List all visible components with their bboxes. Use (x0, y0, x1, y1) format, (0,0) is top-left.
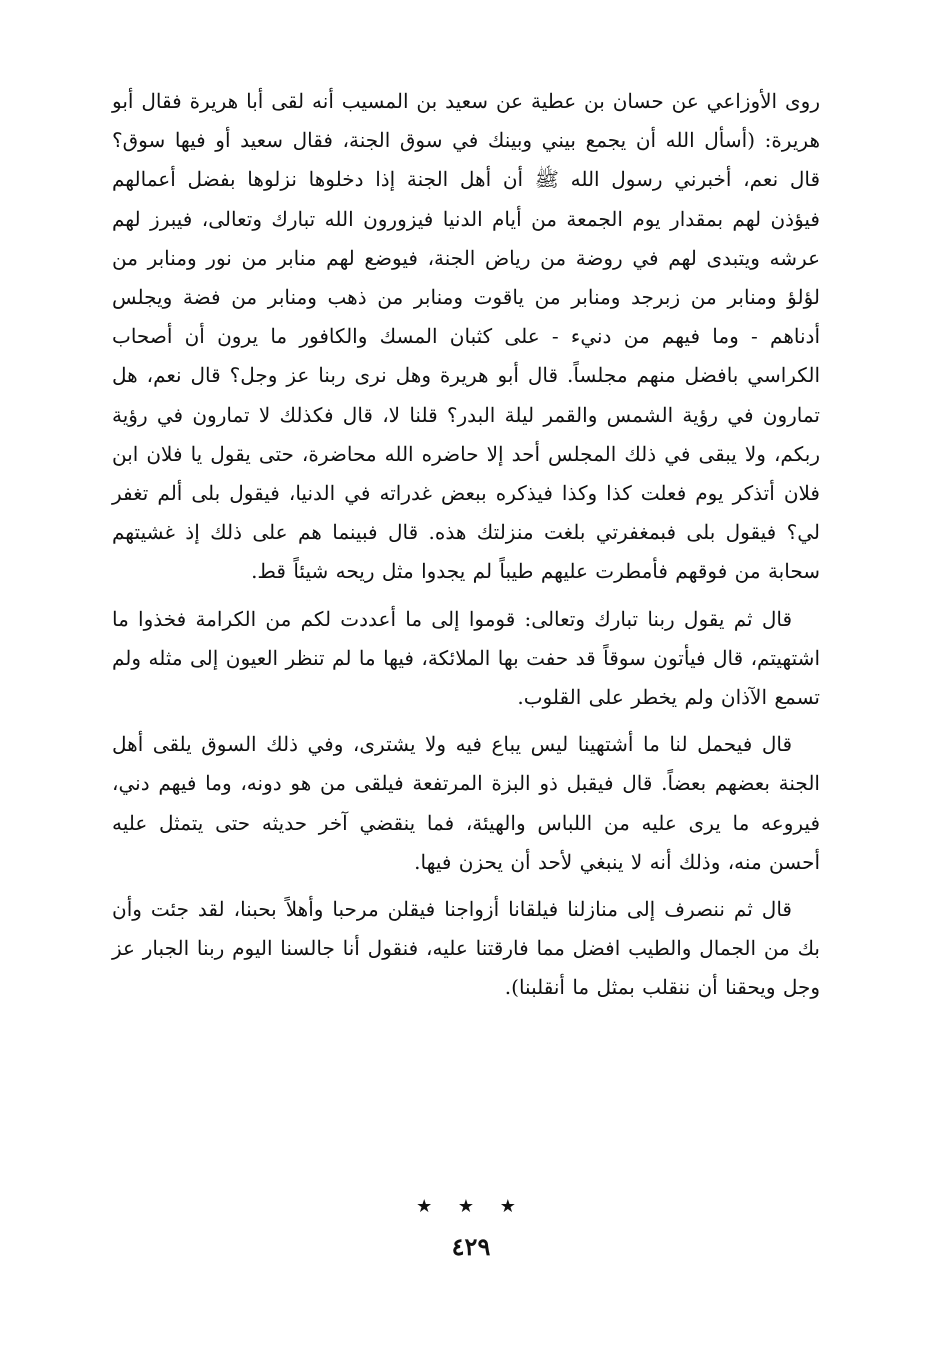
paragraph-2: قال ثم يقول ربنا تبارك وتعالى: قوموا إلى ما أعددت لكم من الكرامة فخذوا ما اشتهيتم، قال فيأتون سوقاً قد حفت بها الملائكة، فيها ما لم تنظر العيون إلى مثله ولم تسمع الآذان ولم يخطر على القلوب. (112, 606, 820, 710)
paragraph-4: قال ثم ننصرف إلى منازلنا فيلقانا أزواجنا فيقلن مرحبا وأهلاً بحبنا، لقد جئت وأن بك من الجمال والطيب افضل مما فارقتنا عليه، فنقول أنا جالسنا اليوم ربنا الجبار عز وجل ويحقنا أن ننقلب بمثل ما أنقلبنا). (112, 897, 820, 1000)
section-separator-stars: ★ ★ ★ (416, 1196, 526, 1217)
document-body (112, 82, 820, 1008)
paragraph-3: قال فيحمل لنا ما أشتهينا ليس يباع فيه ولا يشترى، وفي ذلك السوق يلقى أهل الجنة بعضهم بعضاً. قال فيقبل ذو البزة المرتفعة فيلقى من هو دونه، وما فيهم دني، فيروعه ما يرى عليه من اللباس والهيئة، فما ينقضي آخر حديثه حتى يتمثل عليه أحسن منه، وذلك أنه لا ينبغي لأحد أن يحزن فيها. (112, 732, 820, 874)
paragraph-1: روى الأوزاعي عن حسان بن عطية عن سعيد بن المسيب أنه لقى أبا هريرة فقال أبو هريرة: (أسأل الله أن يجمع بيني وبينك في سوق الجنة، فقال سعيد أو فيها سوق؟ قال نعم، أخبرني رسول الله ﷺ أن أهل الجنة إذا دخلوها نزلوها بفضل أعمالهم فيؤذن لهم بمقدار يوم الجمعة من أيام الدنيا فيزورون الله تبارك وتعالى، فيبرز لهم عرشه ويتبدى لهم في روضة من رياض الجنة، فيوضع لهم منابر من نور ومنابر من لؤلؤ ومنابر من زبرجد ومنابر من ياقوت ومنابر من ذهب ومنابر من فضة ويجلس أدناهم - وما فيهم من دنيء - على كثبان المسك والكافور ما يرون أن أصحاب الكراسي بافضل منهم مجلساً. قال أبو هريرة وهل نرى ربنا عز وجل؟ قال نعم، هل تمارون في رؤية الشمس والقمر ليلة البدر؟ قلنا لا، قال فكذلك لا تمارون في رؤية ربكم، ولا يبقى في ذلك المجلس أحد إلا حاضره الله محاضرة، حتى يقول يا فلان ابن فلان أتذكر يوم فعلت كذا وكذا فيذكره ببعض غدراته في الدنيا، فيقول بلى ألم تغفر لي؟ فيقول بلى فبمغفرتي بلغت منزلتك هذه. قال فبينما هم على ذلك إذ غشيتهم سحابة من فوقهم فأمطرت عليهم طيباً لم يجدوا مثل ريحه شيئاً قط. (112, 89, 820, 584)
page-number: ٤٢٩ (451, 1232, 491, 1261)
